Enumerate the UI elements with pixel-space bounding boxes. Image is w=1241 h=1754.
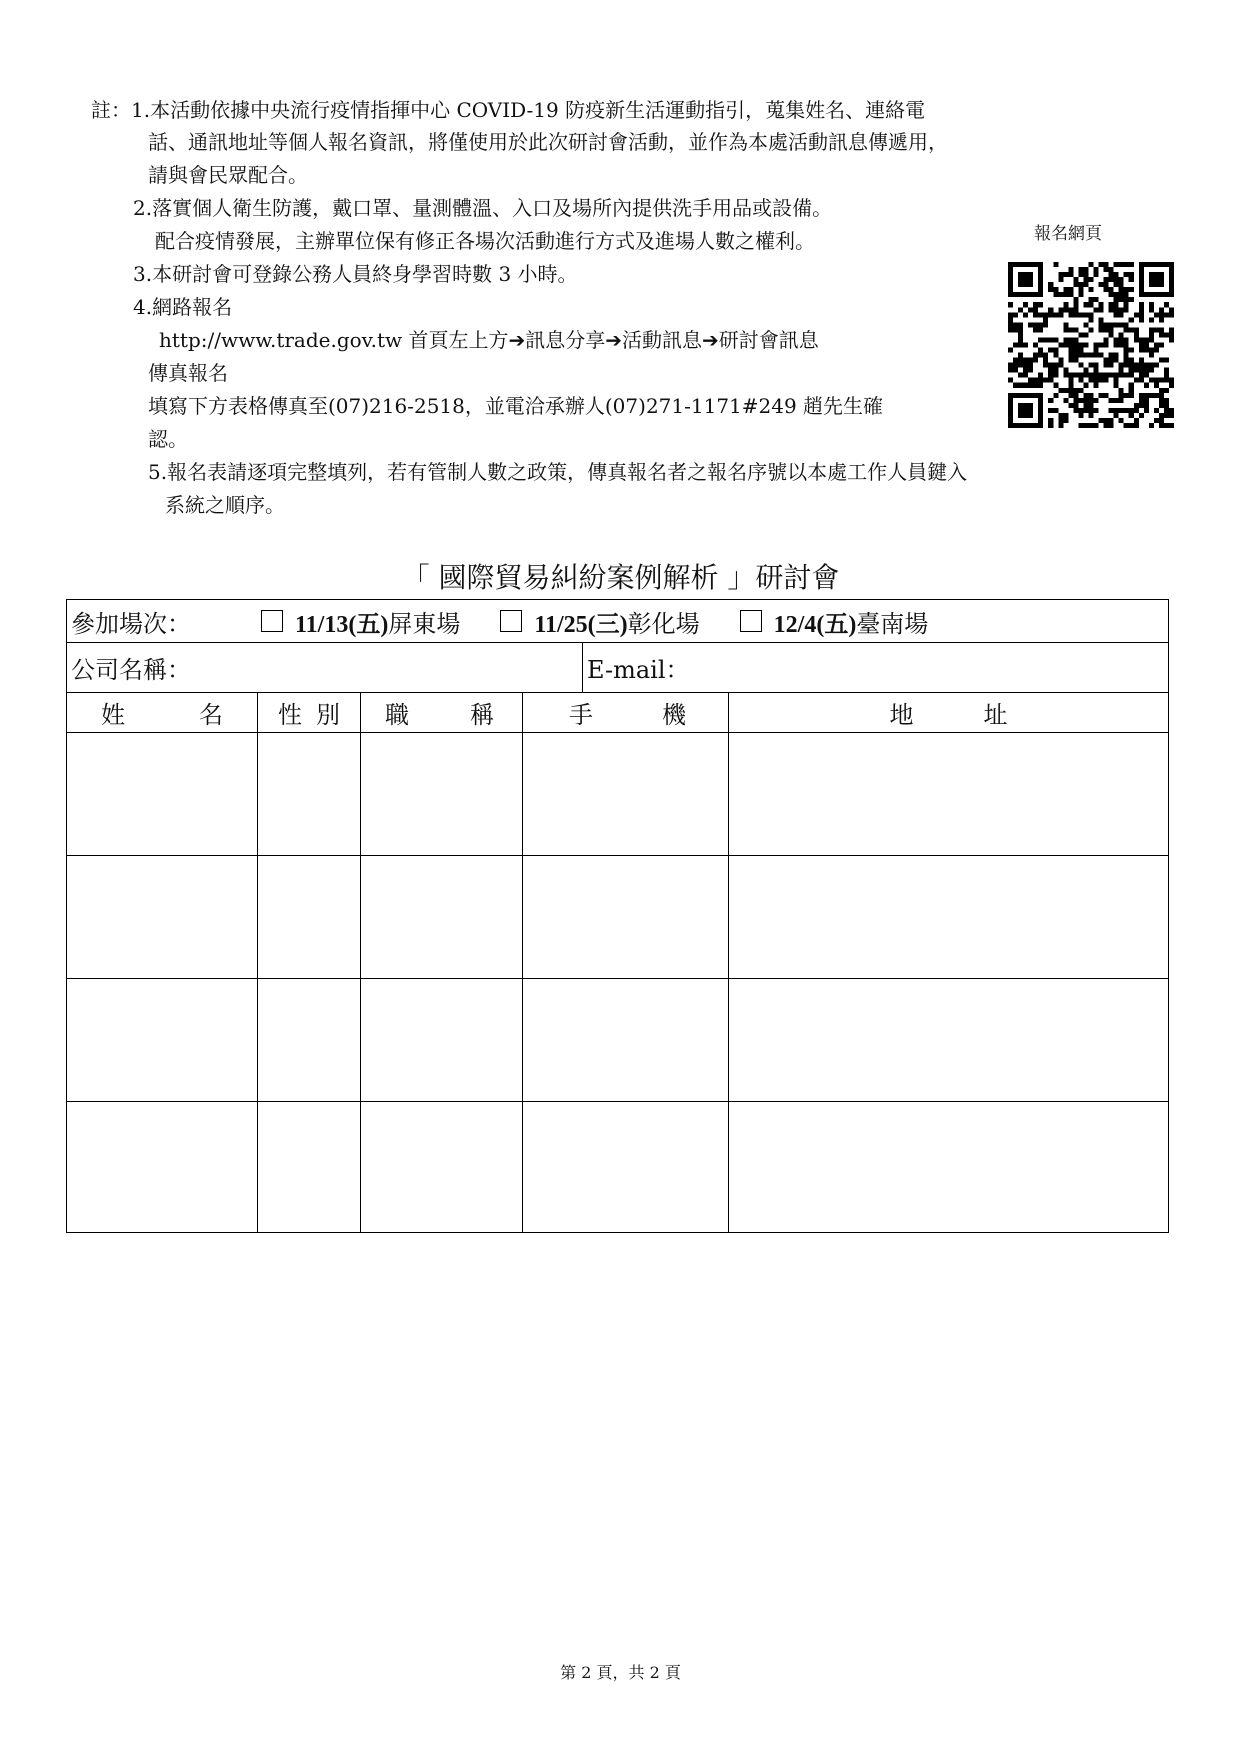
note-1-line-2: 話、通訊地址等個人報名資訊，將僅使用於此次研討會活動，並作為本處活動訊息傳遞用， xyxy=(148,130,948,154)
table-header xyxy=(67,693,1168,733)
qr-code[interactable] xyxy=(1008,262,1174,428)
column-header-title: 職 稱 xyxy=(361,693,523,732)
gender-cell[interactable] xyxy=(258,1102,361,1232)
address-cell[interactable] xyxy=(729,733,1168,855)
gender-cell[interactable] xyxy=(258,856,361,978)
column-header-mobile: 手 機 xyxy=(523,693,729,732)
company-label: 公司名稱： xyxy=(71,656,191,684)
note-5-line-2: 系統之順序。 xyxy=(165,493,285,517)
mobile-cell[interactable] xyxy=(523,1102,729,1232)
title-cell[interactable] xyxy=(361,856,523,978)
table-row xyxy=(67,1102,1168,1232)
note-5-line-1: 5.報名表請逐項完整填列，若有管制人數之政策，傳真報名者之報名序號以本處工作人員鍵入 xyxy=(148,460,968,484)
table-row xyxy=(67,856,1168,979)
email-field[interactable] xyxy=(583,643,1168,692)
fax-line-1: 填寫下方表格傳真至(07)216-2518，並電洽承辦人(07)271-1171#249 趙先生確 xyxy=(148,394,884,418)
fax-title: 傳真報名 xyxy=(148,361,228,385)
qr-label: 報名網頁 xyxy=(1034,224,1102,244)
address-cell[interactable] xyxy=(729,856,1168,978)
email-label: E-mail： xyxy=(587,656,690,684)
mobile-cell[interactable] xyxy=(523,979,729,1101)
gender-cell[interactable] xyxy=(258,733,361,855)
column-header-name: 姓 名 xyxy=(67,693,258,732)
title-cell[interactable] xyxy=(361,1102,523,1232)
table-row xyxy=(67,979,1168,1102)
column-header-address: 地 址 xyxy=(889,701,1008,729)
title-cell[interactable] xyxy=(361,979,523,1101)
column-header-gender: 性 別 xyxy=(258,693,361,732)
note-4-url[interactable]: http://www.trade.gov.tw 首頁左上方➔訊息分享➔活動訊息➔研討會訊息 xyxy=(159,328,819,352)
note-1-line-1: 註：1.本活動依據中央流行疫情指揮中心 COVID-19 防疫新生活運動指引，蒐集姓名、連絡電 xyxy=(91,98,926,122)
name-cell[interactable] xyxy=(67,979,258,1101)
gender-cell[interactable] xyxy=(258,979,361,1101)
registration-form xyxy=(66,599,1169,1233)
note-2-line-2: 配合疫情發展，主辦單位保有修正各場次活動進行方式及進場人數之權利。 xyxy=(155,229,815,253)
note-4: 4.網路報名 xyxy=(133,295,233,319)
note-3: 3.本研討會可登錄公務人員終身學習時數 3 小時。 xyxy=(133,262,578,286)
mobile-cell[interactable] xyxy=(523,856,729,978)
session-option-2[interactable]: 11/25(三) 彰化場 xyxy=(500,604,699,639)
name-cell[interactable] xyxy=(67,1102,258,1232)
checkbox[interactable] xyxy=(500,610,522,632)
session-option-3[interactable]: 12/4(五) 臺南場 xyxy=(740,604,929,639)
table-row xyxy=(67,733,1168,856)
checkbox[interactable] xyxy=(261,610,283,632)
session-option-1[interactable]: 11/13(五) 屏東場 xyxy=(261,604,460,639)
mobile-cell[interactable] xyxy=(523,733,729,855)
name-cell[interactable] xyxy=(67,856,258,978)
name-cell[interactable] xyxy=(67,733,258,855)
title-cell[interactable] xyxy=(361,733,523,855)
address-cell[interactable] xyxy=(729,979,1168,1101)
page-footer: 第 2 頁，共 2 頁 xyxy=(560,1663,681,1682)
checkbox[interactable] xyxy=(740,610,762,632)
session-label: 參加場次： xyxy=(71,609,191,638)
session-row xyxy=(67,600,1168,643)
company-field[interactable] xyxy=(67,643,583,692)
fax-line-2: 認。 xyxy=(148,427,188,451)
form-title: 「 國際貿易糾紛案例解析 」研討會 xyxy=(401,561,840,594)
company-row xyxy=(67,643,1168,693)
note-2-line-1: 2.落實個人衛生防護，戴口罩、量測體溫、入口及場所內提供洗手用品或設備。 xyxy=(133,196,833,220)
note-1-line-3: 請與會民眾配合。 xyxy=(148,163,308,187)
address-cell[interactable] xyxy=(729,1102,1168,1232)
